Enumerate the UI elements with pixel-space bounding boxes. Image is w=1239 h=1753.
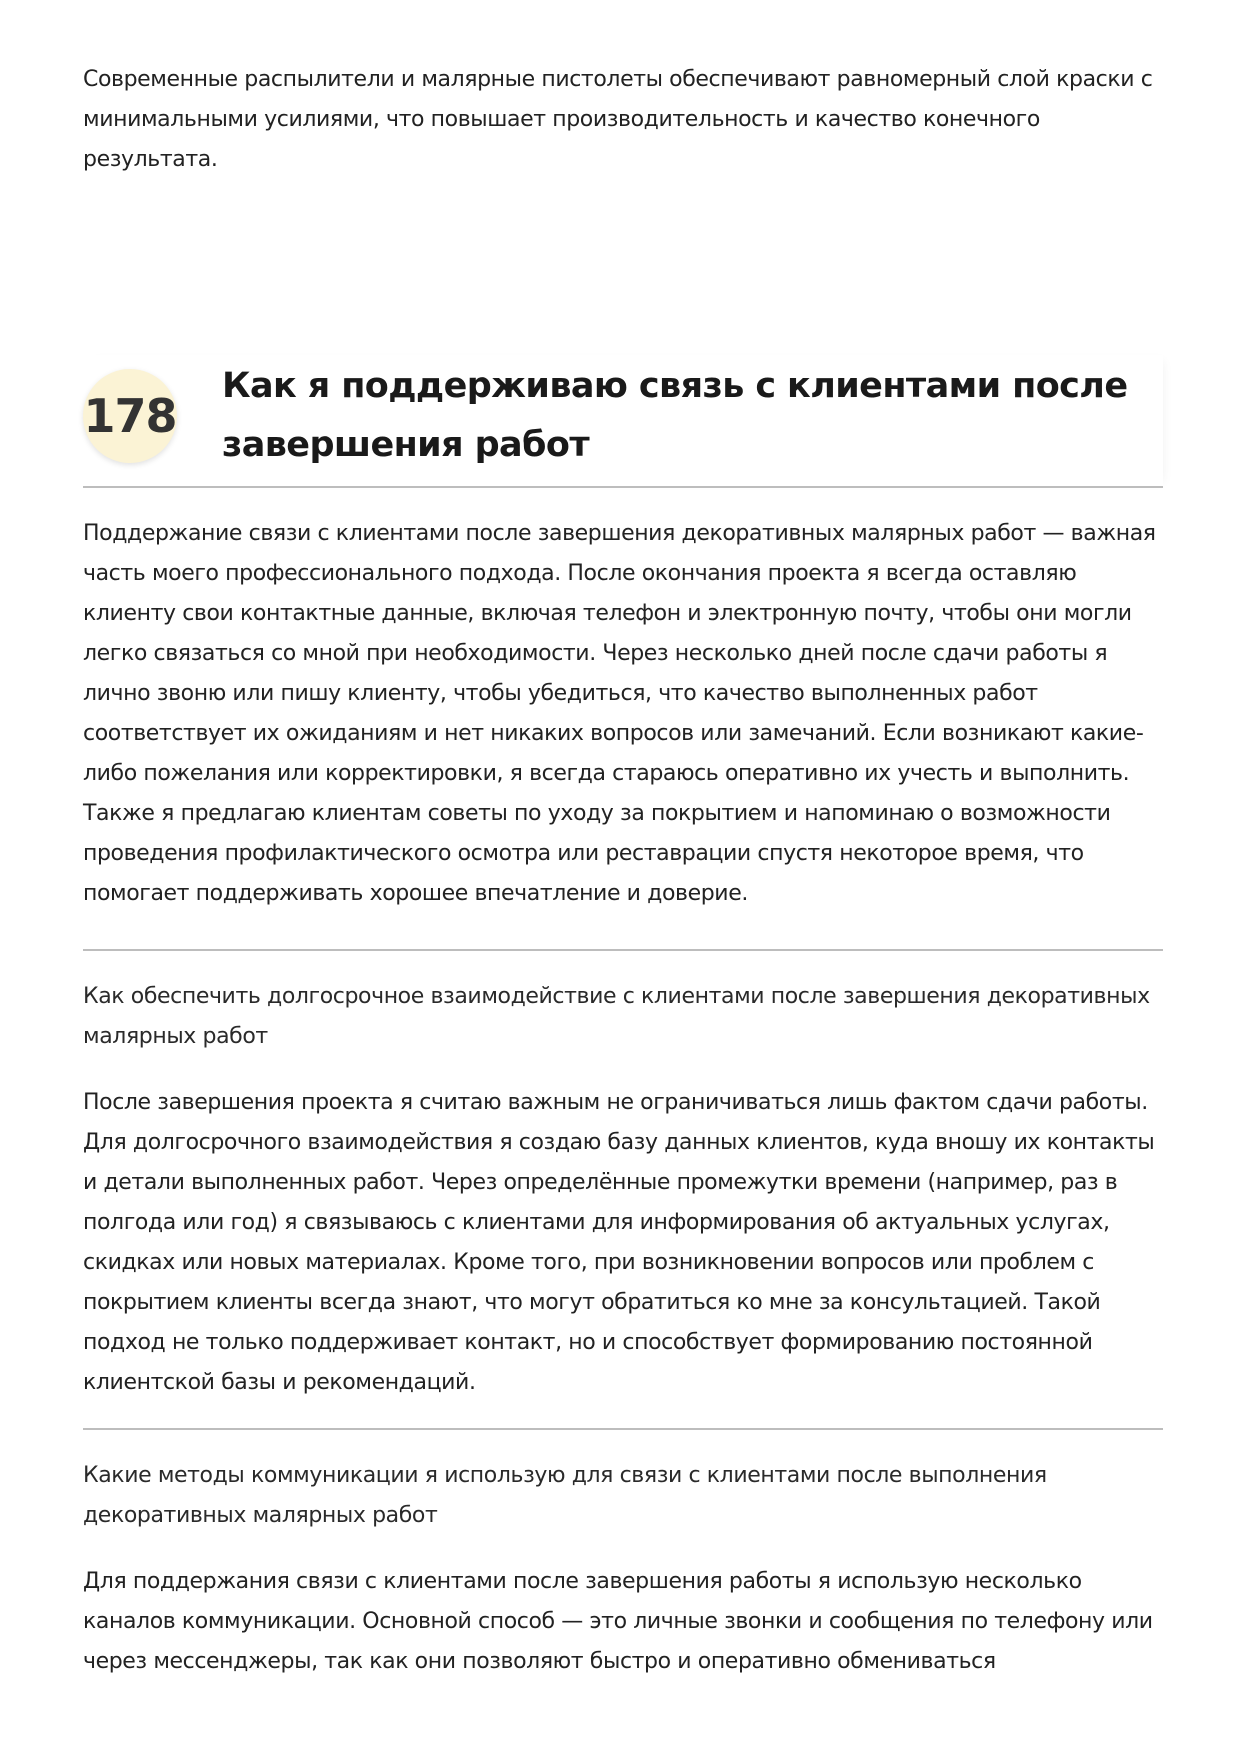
section-long-term-interaction: [83, 977, 1163, 1403]
section-heading: Какие методы коммуникации я использую для связи с клиентами после выполнения декоративных малярных работ: [83, 1463, 1047, 1528]
chapter-header: [83, 355, 1163, 488]
section-divider: [83, 949, 1163, 951]
chapter-number-badge: 178: [83, 369, 177, 463]
intro-paragraph: Современные распылители и малярные пистолеты обеспечивают равномерный слой краски с минимальными усилиями, что повышает производительность и качество конечного результата.: [83, 67, 1153, 172]
section-intro: [83, 514, 1163, 914]
section-divider: [83, 1428, 1163, 1430]
section-heading: Как обеспечить долгосрочное взаимодействие с клиентами после завершения декоративных малярных работ: [83, 984, 1150, 1049]
section-communication-methods: [83, 1456, 1163, 1682]
section-body: После завершения проекта я считаю важным не ограничиваться лишь фактом сдачи работы. Для долгосрочного взаимодействия я создаю базу данных клиентов, куда вношу их контакты и детали выполненных работ. Через определённые промежутки времени (например, раз в полгода или год) я связываюсь с клиентами для информирования об актуальных услугах, скидках или новых материалах. Кроме того, при возникновении вопросов или проблем с покрытием клиенты всегда знают, что могут обратиться ко мне за консультацией. Такой подход не только поддерживает контакт, но и способствует формированию постоянной клиентской базы и рекомендаций.: [83, 1090, 1155, 1395]
section-body: Для поддержания связи с клиентами после завершения работы я использую несколько каналов коммуникации. Основной способ — это личные звонки и сообщения по телефону или через мессенджеры, так как они позволяют быстро и оперативно обмениваться: [83, 1569, 1153, 1674]
chapter-title: Как я поддерживаю связь с клиентами после завершения работ: [222, 366, 1128, 465]
section-body: Поддержание связи с клиентами после завершения декоративных малярных работ — важная часть моего профессионального подхода. После окончания проекта я всегда оставляю клиенту свои контактные данные, включая телефон и электронную почту, чтобы они могли легко связаться со мной при необходимости. Через несколько дней после сдачи работы я лично звоню или пишу клиенту, чтобы убедиться, что качество выполненных работ соответствует их ожиданиям и нет никаких вопросов или замечаний. Если возникают какие-либо пожелания или корректировки, я всегда стараюсь оперативно их учесть и выполнить. Также я предлагаю клиентам советы по уходу за покрытием и напоминаю о возможности проведения профилактического осмотра или реставрации спустя некоторое время, что помогает поддерживать хорошее впечатление и доверие.: [83, 521, 1156, 906]
